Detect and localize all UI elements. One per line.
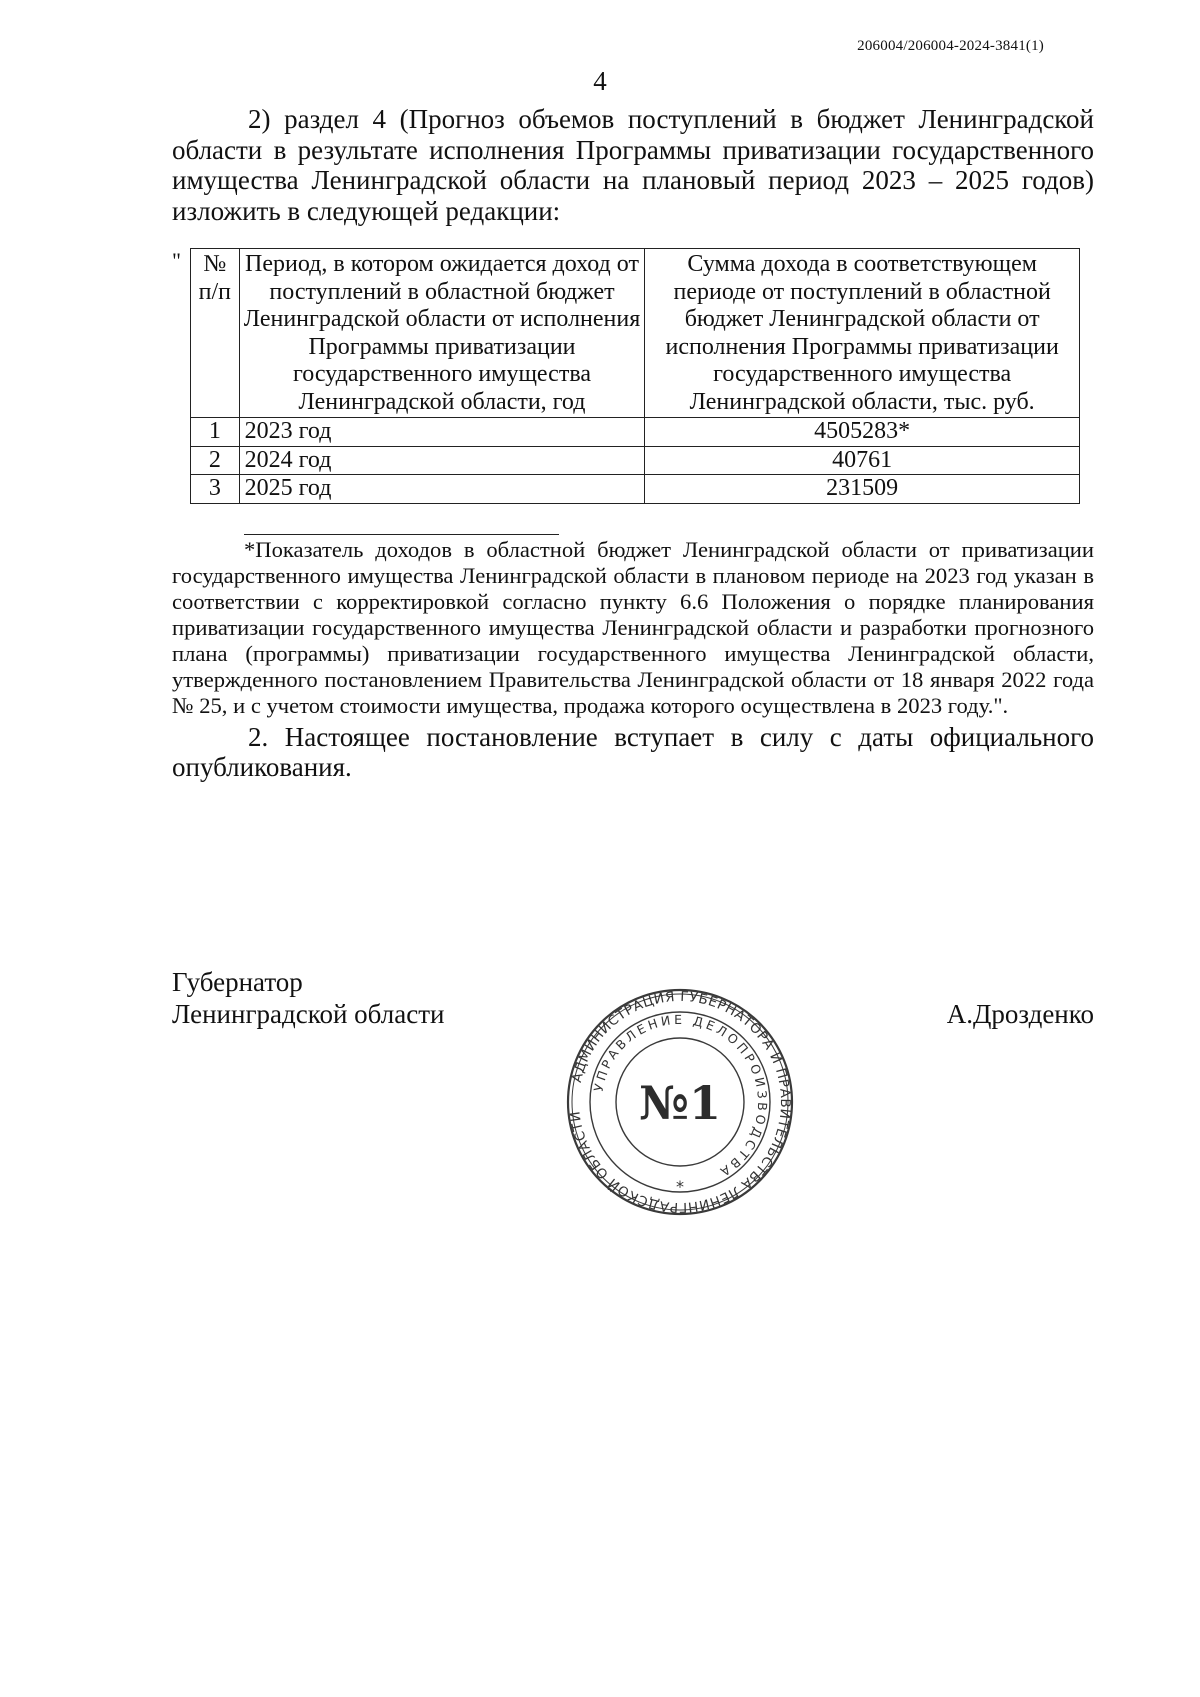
seal-star-icon: *	[676, 1177, 684, 1196]
row-period: 2024 год	[239, 446, 645, 475]
header-period: Период, в котором ожидается доход от поступлений в областной бюджет Ленинградской области от исполнения Программы приватизации государственного имущества Ленинградской области, год	[239, 249, 645, 418]
signatory-title-line2: Ленинградской области	[172, 999, 445, 1029]
table-row	[191, 475, 1080, 504]
official-seal-stamp	[566, 988, 794, 1216]
row-sum: 40761	[645, 446, 1080, 475]
table-header-row	[191, 249, 1080, 418]
doc-number: 206004/206004-2024-3841(1)	[857, 38, 1044, 54]
seal-outer-text: АДМИНИСТРАЦИЯ ГУБЕРНАТОРА И ПРАВИТЕЛЬСТВА ЛЕНИНГРАДСКОЙ ОБЛАСТИ	[567, 988, 794, 1216]
seal-center-number: №1	[638, 1076, 722, 1130]
row-sum: 231509	[645, 475, 1080, 504]
table-row	[191, 446, 1080, 475]
forecast-table-wrapper	[172, 248, 1080, 504]
document-body	[172, 104, 1094, 783]
signatory-name: А.Дрозденко	[946, 999, 1094, 1029]
footnote	[172, 537, 1094, 719]
header-sum: Сумма дохода в соответствующем периоде от поступлений в областной бюджет Ленинградской области от исполнения Программы приватизации государственного имущества Ленинградской области, тыс. руб.	[645, 249, 1080, 418]
header-num: № п/п	[191, 249, 240, 418]
row-period: 2025 год	[239, 475, 645, 504]
page-number: 4	[593, 66, 607, 96]
seal-inner-text: УПРАВЛЕНИЕ ДЕЛОПРОИЗВОДСТВА	[590, 1011, 771, 1182]
signatory-title	[172, 966, 444, 1030]
table-row	[191, 418, 1080, 447]
footnote-divider	[244, 534, 559, 535]
intro-paragraph: 2) раздел 4 (Прогноз объемов поступлений в бюджет Ленинградской области в результате исполнения Программы приватизации государственного имущества Ленинградской области на плановый период 2023 – 2025 годов) изложить в следующей редакции:	[172, 104, 1094, 226]
row-period: 2023 год	[239, 418, 645, 447]
row-num: 3	[191, 475, 240, 504]
row-sum: 4505283*	[645, 418, 1080, 447]
footnote-text: *Показатель доходов в областной бюджет Ленинградской области от приватизации государственного имущества Ленинградской области в плановом периоде на 2023 год указан в соответствии с корректировкой согласно пункту 6.6 Положения о порядке планирования приватизации государственного имущества Ленинградской области и разработки прогнозного плана (программы) приватизации государственного имущества Ленинградской области, утвержденного постановлением Правительства Ленинградской области от 18 января 2022 года № 25, и с учетом стоимости имущества, продажа которого осуществлена в 2023 году.".	[172, 536, 1094, 718]
row-num: 2	[191, 446, 240, 475]
paragraph-2: 2. Настоящее постановление вступает в силу с даты официального опубликования.	[172, 721, 1094, 782]
opening-quote: "	[172, 248, 181, 273]
signatory-title-line1: Губернатор	[172, 967, 303, 997]
forecast-table	[190, 248, 1080, 504]
row-num: 1	[191, 418, 240, 447]
